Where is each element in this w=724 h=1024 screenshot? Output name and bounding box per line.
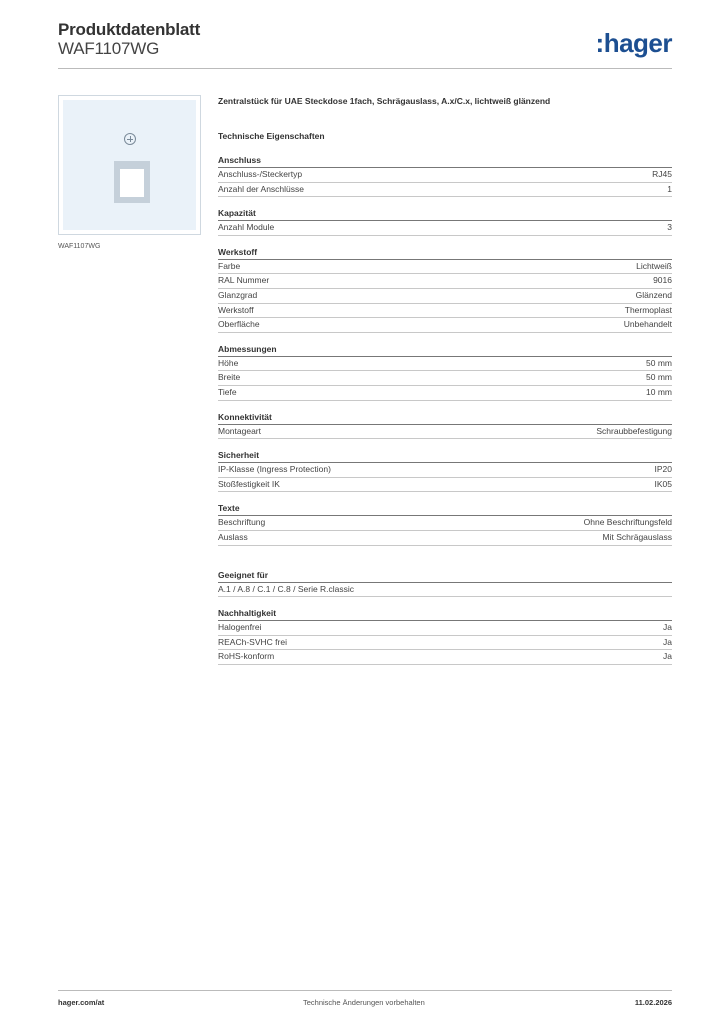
- spec-label: Halogenfrei: [218, 622, 262, 633]
- section-heading: Kapazität: [218, 207, 672, 221]
- footer-divider: [58, 990, 672, 991]
- spec-label: Stoßfestigkeit IK: [218, 478, 280, 489]
- spec-value: Ja: [663, 651, 672, 662]
- spec-section: [218, 154, 672, 197]
- spec-value: Ja: [663, 636, 672, 647]
- spec-value: 1: [667, 183, 672, 194]
- spec-content: [218, 95, 672, 665]
- spec-row: [218, 274, 672, 289]
- spec-value: Ohne Beschriftungsfeld: [583, 517, 672, 528]
- spec-label: Breite: [218, 372, 241, 383]
- spec-row: [218, 583, 672, 598]
- rj45-socket-icon: [114, 161, 150, 203]
- spec-row: [218, 304, 672, 319]
- spec-label: Anzahl der Anschlüsse: [218, 183, 304, 194]
- spec-value: Schraubbefestigung: [596, 425, 672, 436]
- spec-row: [218, 168, 672, 183]
- section-heading: Geeignet für: [218, 569, 672, 583]
- spec-row: [218, 478, 672, 493]
- spec-value: Mit Schrägauslass: [602, 531, 672, 542]
- footer-website: hager.com/at: [58, 998, 105, 1007]
- section-heading: Nachhaltigkeit: [218, 607, 672, 621]
- spec-row: [218, 371, 672, 386]
- spec-value: 9016: [653, 275, 672, 286]
- spec-value: Unbehandelt: [623, 319, 672, 330]
- footer-date: 11.02.2026: [634, 998, 672, 1007]
- spec-label: IP-Klasse (Ingress Protection): [218, 464, 331, 475]
- spec-label: Tiefe: [218, 386, 237, 397]
- spec-section: [218, 411, 672, 440]
- socket-opening: [120, 169, 144, 197]
- spec-row: [218, 636, 672, 651]
- section-heading: Anschluss: [218, 154, 672, 168]
- spec-section: [218, 607, 672, 665]
- product-image: [58, 95, 201, 235]
- spec-value: 3: [667, 222, 672, 233]
- spec-section: [218, 246, 672, 333]
- spec-value: Ja: [663, 622, 672, 633]
- page-title: Produktdatenblatt: [58, 20, 201, 39]
- spec-label: A.1 / A.8 / C.1 / C.8 / Serie R.classic: [218, 583, 355, 594]
- spec-label: RAL Nummer: [218, 275, 270, 286]
- spec-label: Höhe: [218, 357, 239, 368]
- spec-label: RoHS-konform: [218, 651, 275, 662]
- spec-label: Anzahl Module: [218, 222, 275, 233]
- spec-value: 10 mm: [646, 386, 672, 397]
- spec-section: [218, 449, 672, 492]
- spec-value: Glänzend: [635, 289, 672, 300]
- spec-row: [218, 621, 672, 636]
- spec-section: [218, 502, 672, 545]
- spec-label: Auslass: [218, 531, 248, 542]
- spec-row: [218, 386, 672, 401]
- spec-section: [218, 343, 672, 401]
- spec-value: RJ45: [652, 169, 672, 179]
- footer-notice: Technische Änderungen vorbehalten: [303, 998, 425, 1007]
- spec-row: [218, 531, 672, 546]
- spec-label: Werkstoff: [218, 304, 254, 315]
- tech-properties-heading: Technische Eigenschaften: [218, 131, 325, 141]
- section-heading: Werkstoff: [218, 246, 672, 260]
- spec-row: [218, 357, 672, 372]
- spec-value: IP20: [654, 464, 672, 475]
- spec-label: Oberfläche: [218, 319, 260, 330]
- article-number: WAF1107WG: [58, 39, 160, 58]
- header-divider: [58, 68, 672, 69]
- spec-row: [218, 650, 672, 665]
- spec-row: [218, 183, 672, 198]
- spec-section: [218, 207, 672, 236]
- spec-value: 50 mm: [646, 357, 672, 368]
- spec-row: [218, 516, 672, 531]
- section-heading: Sicherheit: [218, 449, 672, 463]
- spec-sections: [218, 154, 672, 665]
- cover-plate: [63, 100, 196, 230]
- spec-label: REACh-SVHC frei: [218, 636, 287, 647]
- spec-value: IK05: [654, 478, 672, 489]
- spec-label: Anschluss-/Steckertyp: [218, 169, 303, 179]
- spec-label: Farbe: [218, 260, 241, 271]
- spec-row: [218, 260, 672, 275]
- screw-icon: [124, 133, 136, 145]
- spec-value: 50 mm: [646, 372, 672, 383]
- spec-value: Thermoplast: [624, 304, 672, 315]
- section-heading: Texte: [218, 502, 672, 516]
- spec-value: Lichtweiß: [636, 260, 672, 271]
- spec-label: Montageart: [218, 425, 261, 436]
- image-caption: WAF1107WG: [58, 243, 101, 250]
- spec-row: [218, 221, 672, 236]
- spec-label: Glanzgrad: [218, 289, 258, 300]
- section-heading: Konnektivität: [218, 411, 672, 425]
- spec-label: Beschriftung: [218, 517, 266, 528]
- section-heading: Abmessungen: [218, 343, 672, 357]
- spec-row: [218, 463, 672, 478]
- spec-row: [218, 318, 672, 333]
- spec-section: [218, 569, 672, 598]
- spec-row: [218, 289, 672, 304]
- spec-row: [218, 425, 672, 440]
- hager-logo: :hager: [595, 28, 672, 58]
- product-description: Zentralstück für UAE Steckdose 1fach, Schrägauslass, A.x/C.x, lichtweiß glänzend: [218, 96, 551, 106]
